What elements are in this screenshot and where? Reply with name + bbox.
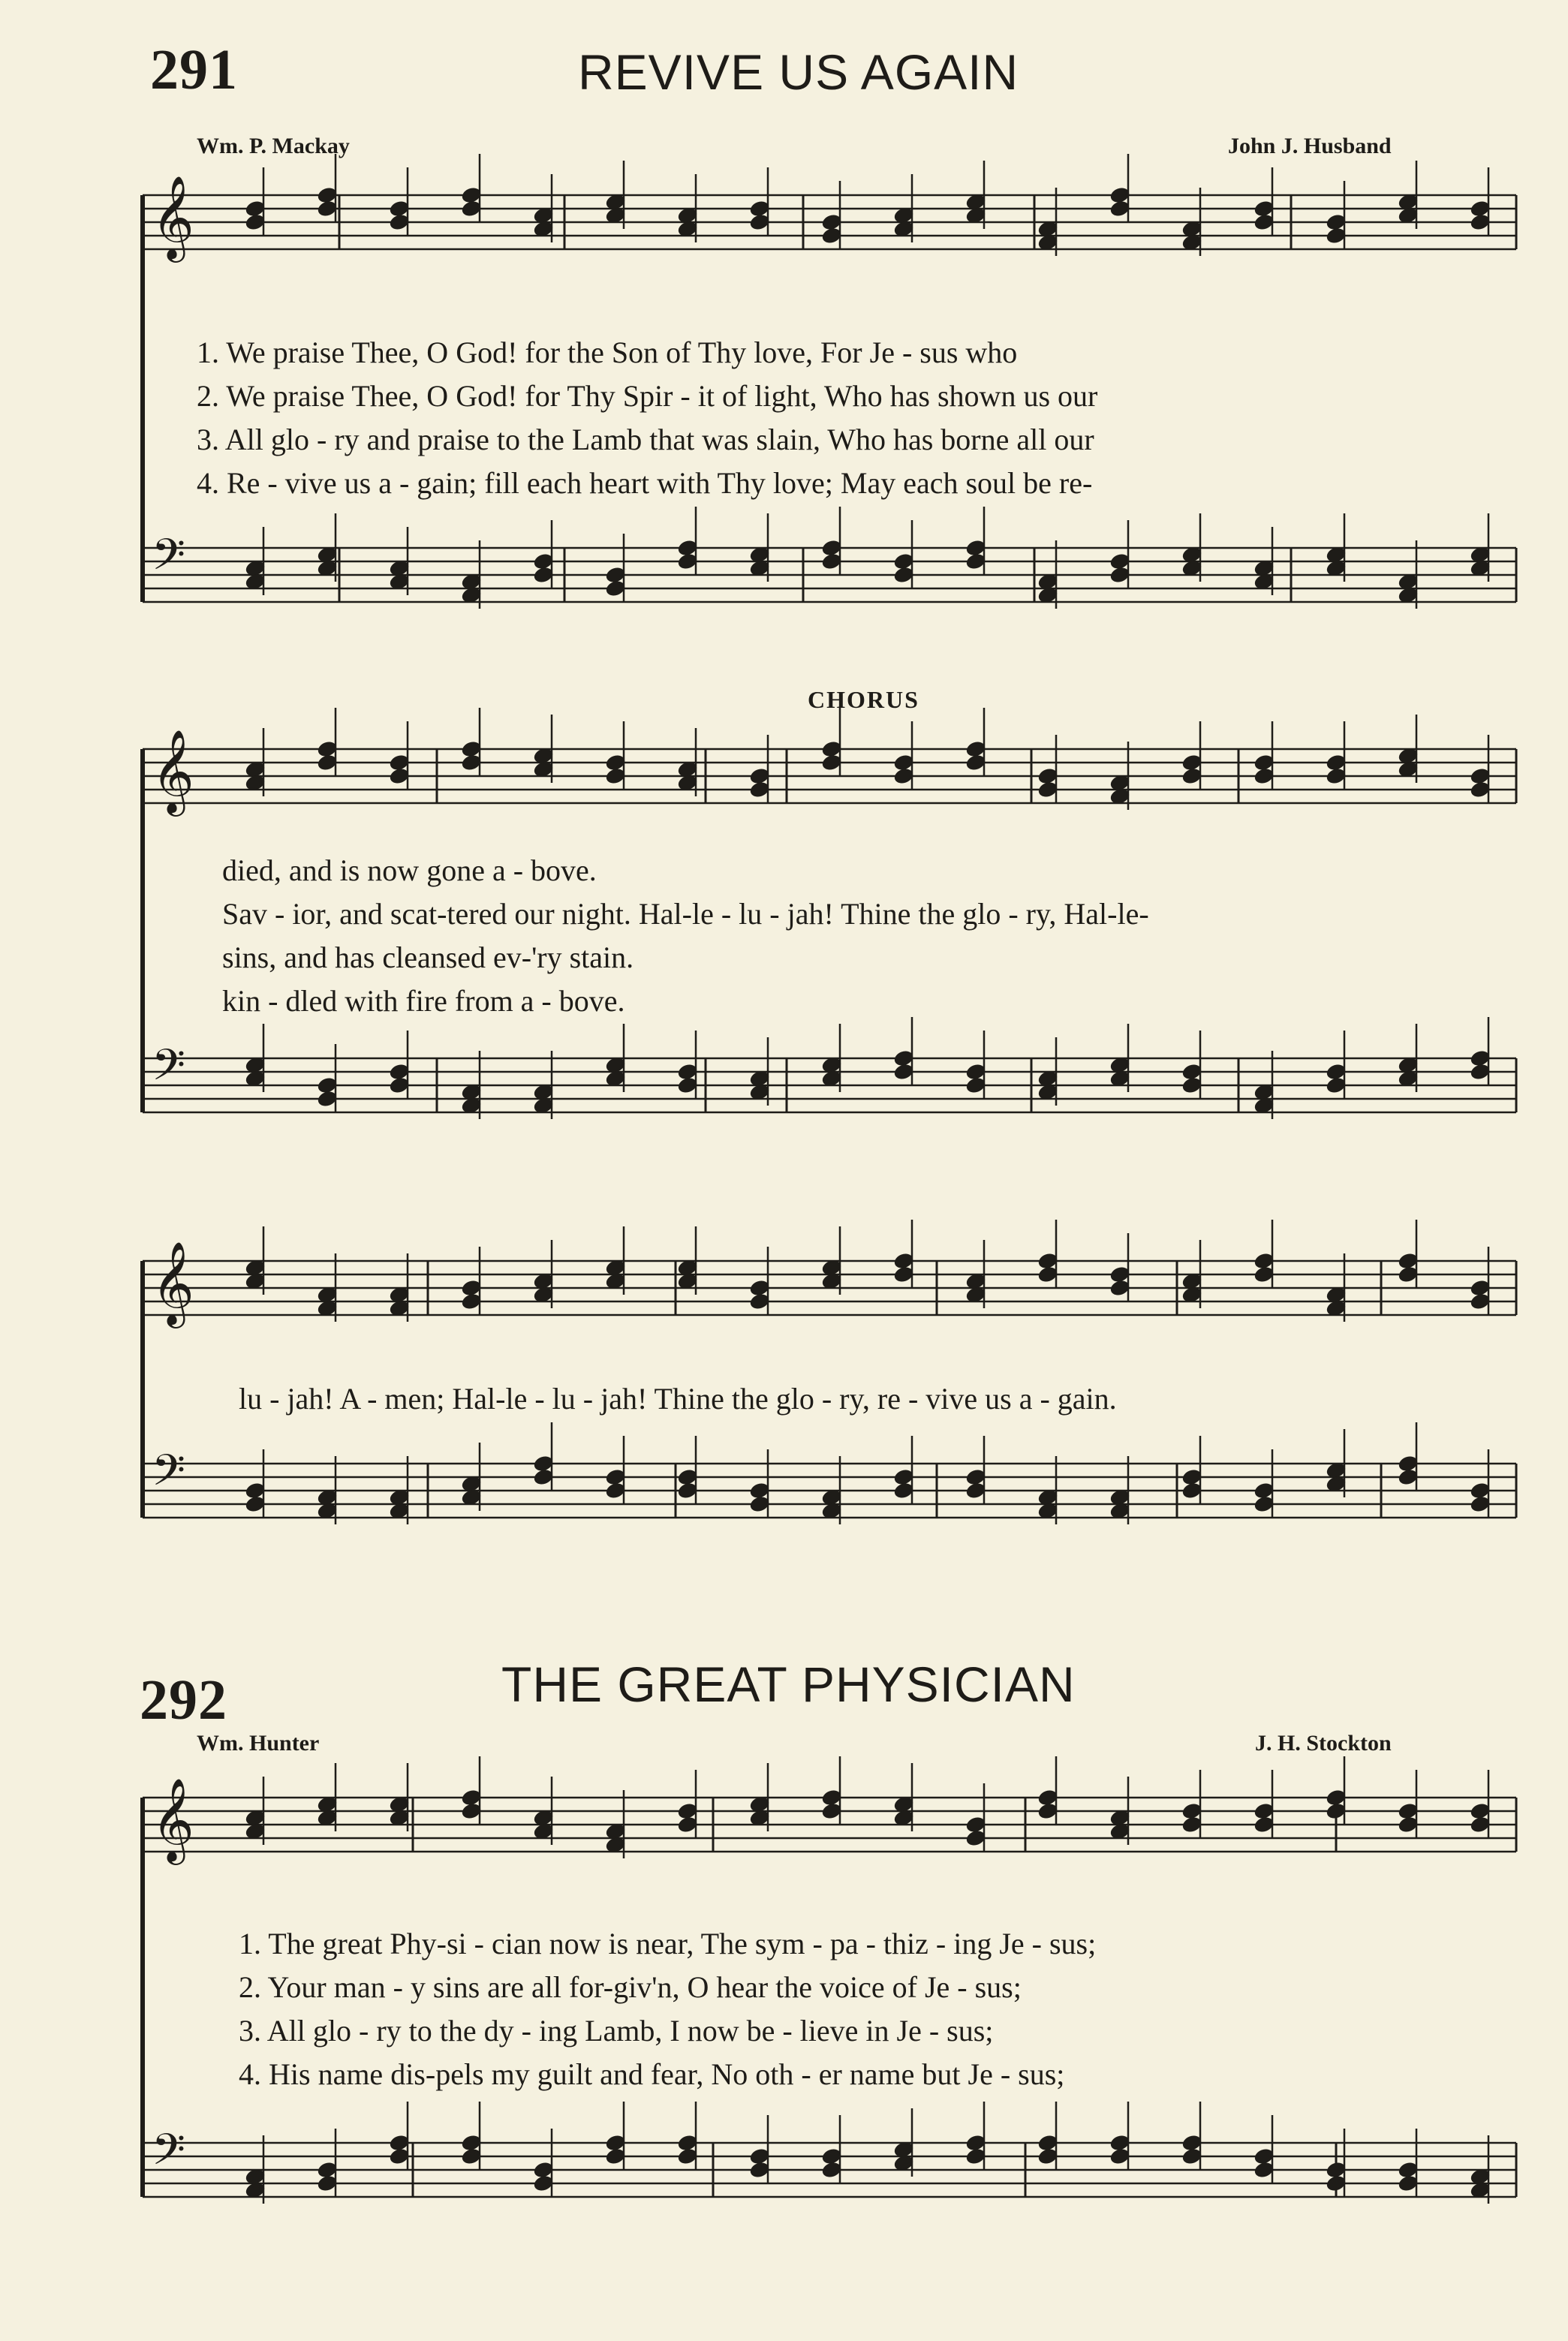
treble-clef-icon: 𝄞 (152, 1777, 194, 1861)
hymn-292-number: 292 (140, 1668, 227, 1732)
bass-clef-icon: 𝄢 (152, 2124, 186, 2186)
hymn-291-title: REVIVE US AGAIN (578, 44, 1019, 100)
hymn-292-verse-1-line-1: 1. The great Phy-si - cian now is near, The sym - pa - thiz - ing Je - sus; (239, 1927, 1097, 1960)
hymn-291-verse-2-line-1: 2. We praise Thee, O God! for Thy Spir - it of light, Who has shown us our (197, 379, 1098, 413)
hymn-292-verse-4-line-1: 4. His name dis-pels my guilt and fear, No oth - er name but Je - sus; (239, 2057, 1065, 2091)
hymn-291-verse-4-line-1: 4. Re - vive us a - gain; fill each heart with Thy love; May each soul be re- (197, 466, 1093, 500)
hymn-292-verse-3-line-1: 3. All glo - ry to the dy - ing Lamb, I now be - lieve in Je - sus; (239, 2014, 994, 2048)
treble-clef-icon: 𝄞 (152, 1241, 194, 1325)
hymn-291-verse-1-line-1: 1. We praise Thee, O God! for the Son of Thy love, For Je - sus who (197, 336, 1018, 369)
hymn-291-music-credit: John J. Husband (1228, 134, 1392, 158)
hymn-291-number: 291 (150, 38, 238, 101)
hymn-291-refrain-line: lu - jah! A - men; Hal-le - lu - jah! Thine the glo - ry, re - vive us a - gain. (239, 1382, 1117, 1416)
hymn-291-verse-3-line-2: sins, and has cleansed ev-'ry stain. (222, 940, 634, 974)
bass-clef-icon: 𝄢 (152, 529, 186, 591)
hymn-291-verse-4-line-2: kin - dled with fire from a - bove. (222, 984, 625, 1018)
hymn-292-words-credit: Wm. Hunter (197, 1731, 320, 1756)
hymn-292-title: THE GREAT PHYSICIAN (501, 1656, 1076, 1712)
bass-clef-icon: 𝄢 (152, 1040, 186, 1101)
hymn-291-verse-3-line-1: 3. All glo - ry and praise to the Lamb that was slain, Who has borne all our (197, 423, 1094, 456)
hymn-292-music-credit: J. H. Stockton (1255, 1731, 1392, 1756)
hymn-291-verse-2-line-2: Sav - ior, and scat-tered our night. Hal-le - lu - jah! Thine the glo - ry, Hal-le- (222, 897, 1149, 931)
treble-clef-icon: 𝄞 (152, 175, 194, 259)
hymn-291-verse-1-line-2: died, and is now gone a - bove. (222, 853, 597, 887)
hymn-291-chorus-label: CHORUS (808, 686, 919, 713)
hymn-291-words-credit: Wm. P. Mackay (197, 134, 350, 158)
bass-clef-icon: 𝄢 (152, 1445, 186, 1506)
hymn-292-verse-2-line-1: 2. Your man - y sins are all for-giv'n, O hear the voice of Je - sus; (239, 1970, 1022, 2004)
treble-clef-icon: 𝄞 (152, 729, 194, 813)
